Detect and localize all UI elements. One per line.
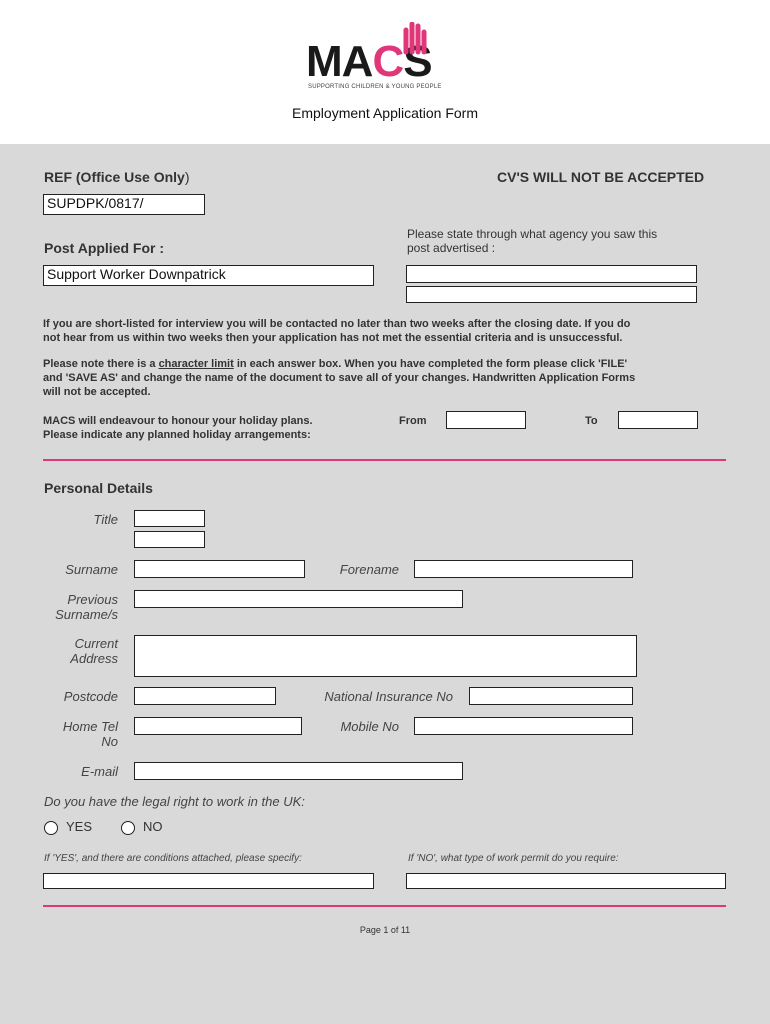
holiday-from-label: From bbox=[399, 415, 427, 427]
email-label: E-mail bbox=[81, 764, 118, 779]
title-field[interactable] bbox=[134, 510, 205, 527]
yes-radio[interactable] bbox=[44, 821, 58, 835]
holiday-line1: MACS will endeavour to honour your holiday plans. bbox=[43, 415, 313, 427]
character-limit-link[interactable]: character limit bbox=[158, 358, 234, 370]
logo-tagline: SUPPORTING CHILDREN & YOUNG PEOPLE bbox=[308, 84, 442, 90]
note-line1: Please note there is a character limit in each answer box. When you have completed the form please click 'FILE' bbox=[43, 358, 628, 370]
agency-field-1[interactable] bbox=[406, 265, 697, 283]
agency-field-2[interactable] bbox=[406, 286, 697, 303]
shortlist-line1: If you are short-listed for interview you will be contacted no later than two weeks after the closing date. If you do bbox=[43, 318, 631, 330]
surname-field[interactable] bbox=[134, 560, 305, 578]
page-header bbox=[0, 0, 770, 144]
previous-label-line1: Previous bbox=[67, 592, 118, 607]
shortlist-text bbox=[43, 317, 733, 345]
page-number: Page 1 of 11 bbox=[359, 925, 411, 935]
holiday-to-field[interactable] bbox=[618, 411, 698, 429]
conditions-label: If 'YES', and there are conditions attached, please specify: bbox=[44, 853, 302, 864]
document-title: Employment Application Form bbox=[292, 105, 478, 121]
cv-notice: CV'S WILL NOT BE ACCEPTED bbox=[497, 169, 705, 185]
macs-logo bbox=[306, 22, 466, 92]
post-label: Post Applied For : bbox=[44, 240, 165, 256]
email-field[interactable] bbox=[134, 762, 463, 780]
ni-field[interactable] bbox=[469, 687, 633, 705]
no-radio[interactable] bbox=[121, 821, 135, 835]
post-value: Support Worker Downpatrick bbox=[47, 266, 226, 282]
holiday-from-field[interactable] bbox=[446, 411, 526, 429]
previous-label-line2: Surname/s bbox=[55, 607, 118, 622]
address-label-line1: Current bbox=[74, 636, 118, 651]
yes-label: YES bbox=[66, 819, 93, 834]
forename-field[interactable] bbox=[414, 560, 633, 578]
home-tel-label bbox=[30, 719, 118, 749]
title-label: Title bbox=[93, 512, 118, 527]
address-label bbox=[30, 636, 118, 666]
previous-surname-field[interactable] bbox=[134, 590, 463, 608]
section-divider bbox=[43, 459, 726, 461]
holiday-to-label: To bbox=[585, 415, 598, 427]
home-tel-line2: No bbox=[101, 734, 118, 749]
right-to-work-question: Do you have the legal right to work in the UK: bbox=[44, 794, 305, 809]
no-label: NO bbox=[143, 819, 163, 834]
note-line3: will not be accepted. bbox=[43, 386, 151, 398]
logo-text: MACS bbox=[306, 37, 432, 86]
shortlist-line2: not hear from us within two weeks then your application has not met the essential criteria and is unsuccessful. bbox=[43, 332, 623, 344]
home-tel-line1: Home Tel bbox=[62, 719, 118, 734]
ref-label: REF (Office Use Only) bbox=[44, 169, 190, 185]
form-panel bbox=[0, 144, 770, 1024]
postcode-field[interactable] bbox=[134, 687, 276, 705]
note-text bbox=[43, 357, 733, 399]
home-tel-field[interactable] bbox=[134, 717, 302, 735]
hand-ok-icon bbox=[398, 22, 432, 56]
footer-divider bbox=[43, 905, 726, 907]
previous-surname-label bbox=[30, 592, 118, 622]
title-field-2[interactable] bbox=[134, 531, 205, 548]
agency-line2: post advertised : bbox=[407, 241, 496, 255]
holiday-line2: Please indicate any planned holiday arrangements: bbox=[43, 429, 311, 441]
mobile-label: Mobile No bbox=[340, 719, 399, 734]
note-line2: and 'SAVE AS' and change the name of the document to save all of your changes. Handwritten Application Forms bbox=[43, 372, 636, 384]
ref-value: SUPDPK/0817/ bbox=[47, 195, 144, 211]
agency-line1: Please state through what agency you saw this bbox=[407, 227, 658, 241]
mobile-field[interactable] bbox=[414, 717, 633, 735]
surname-label: Surname bbox=[65, 562, 118, 577]
address-label-line2: Address bbox=[70, 651, 118, 666]
address-field[interactable] bbox=[134, 635, 637, 677]
ref-field[interactable] bbox=[43, 194, 205, 215]
forename-label: Forename bbox=[339, 562, 399, 577]
permit-field[interactable] bbox=[406, 873, 726, 889]
post-field[interactable] bbox=[43, 265, 374, 286]
conditions-field[interactable] bbox=[43, 873, 374, 889]
holiday-text bbox=[43, 414, 313, 442]
agency-prompt bbox=[407, 227, 657, 255]
permit-label: If 'NO', what type of work permit do you require: bbox=[408, 853, 619, 864]
personal-details-heading: Personal Details bbox=[44, 480, 153, 496]
postcode-label: Postcode bbox=[63, 689, 118, 704]
ni-label: National Insurance No bbox=[324, 689, 453, 704]
